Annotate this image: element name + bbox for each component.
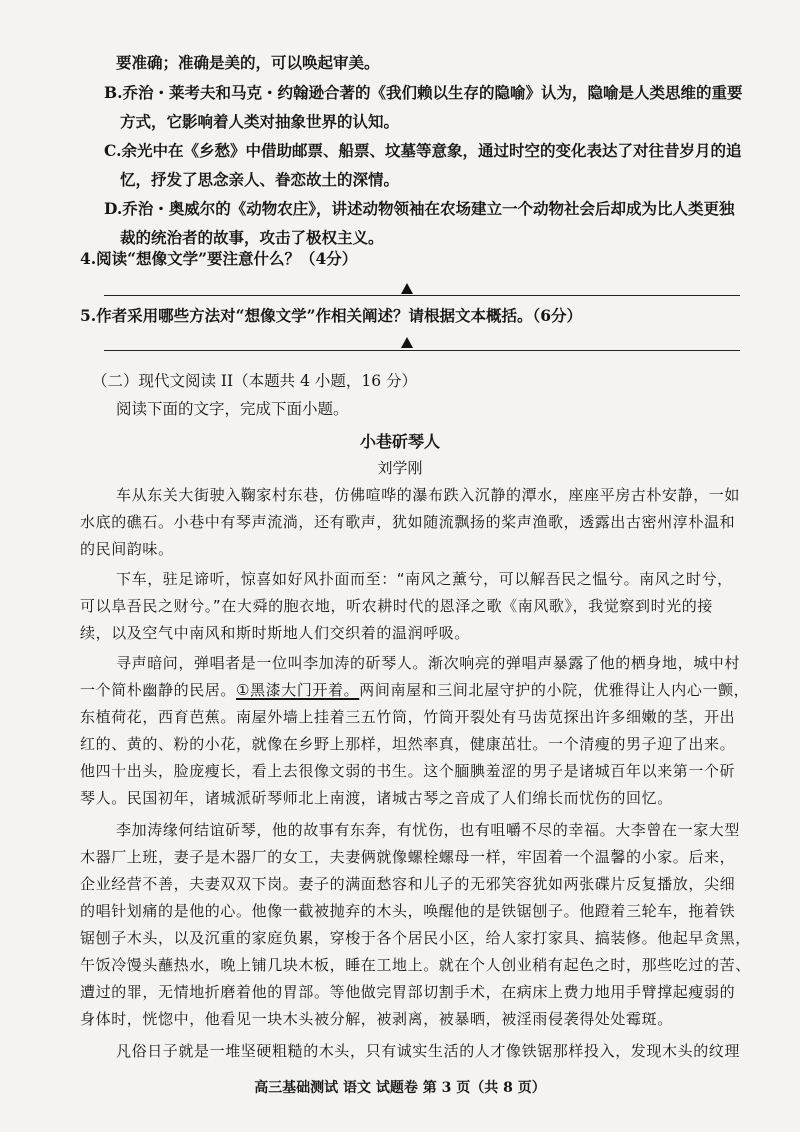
section-instruction: 阅读下面的文字，完成下面小题。 xyxy=(116,400,349,418)
answer-marker-icon xyxy=(401,337,413,348)
paragraph-line: 李加涛缘何结谊斫琴，他的故事有东奔，有忧伤，也有咀嚼不尽的幸福。大李曾在一家大型 xyxy=(116,821,741,839)
paragraph-line: 他四十出头，脸庞瘦长，看上去很像文弱的书生。这个腼腆羞涩的男子是诸城百年以来第一个斫 xyxy=(80,762,736,780)
paragraph-line xyxy=(80,679,749,701)
article-author: 刘学刚 xyxy=(377,459,423,477)
paragraph-line: 锯刨子木头，以及沉重的家庭负累，穿梭于各个居民小区，给人家打家具、搞装修。他起早贪黑， xyxy=(80,929,751,947)
answer-line xyxy=(104,295,740,296)
option-a-continuation: 要准确；准确是美的，可以唤起审美。 xyxy=(116,53,380,72)
page-footer: 高三基础测试 语文 试题卷 第 3 页（共 8 页） xyxy=(254,1080,546,1096)
question-4: 4.阅读“想像文学”要注意什么？（4分） xyxy=(80,249,358,268)
paragraph-line: 红的、黄的、粉的小花，就像在乡野上那样，坦然率真，健康茁壮。一个清瘦的男子迎了出来。 xyxy=(80,735,736,753)
paragraph-line: 续，以及空气中南风和斯时斯地人们交织着的温润呼吸。 xyxy=(80,624,471,642)
underlined-sentence-1: ①黑漆大门开着。 xyxy=(236,681,360,699)
option-b-line2: 方式，它影响着人类对抽象世界的认知。 xyxy=(120,112,400,131)
answer-marker-icon xyxy=(401,283,413,294)
paragraph-line: 遭过的罪，无情地折磨着他的胃部。等他做完胃部切割手术，在病床上费力地用手臂撑起瘦弱的 xyxy=(80,983,736,1001)
paragraph-line: 企业经营不善，夫妻双双下岗。妻子的满面愁容和儿子的无邪笑容犹如两张碟片反复播放，尖细 xyxy=(80,875,736,893)
paragraph-line: 木器厂上班，妻子是木器厂的女工，夫妻俩就像螺栓螺母一样，牢固着一个温馨的小家。后来， xyxy=(80,848,736,866)
option-d-line2: 裁的统治者的故事，攻击了极权主义。 xyxy=(120,228,384,247)
answer-line xyxy=(104,350,740,351)
paragraph-line: 凡俗日子就是一堆坚硬粗糙的木头，只有诚实生活的人才像铁锯那样投入，发现木头的纹理 xyxy=(116,1042,741,1060)
paragraph-line: 身体时，恍惚中，他看见一块木头被分解，被剥离，被暴晒，被淫雨侵袭得处处霉斑。 xyxy=(80,1010,673,1028)
paragraph-line: 的民间韵味。 xyxy=(80,540,174,558)
paragraph-line: 东植荷花，西育芭蕉。南屋外墙上挂着三五竹筒，竹筒开裂处有马齿苋探出许多细嫩的茎，开出 xyxy=(80,708,736,726)
option-c-line2: 忆，抒发了思念亲人、眷恋故土的深情。 xyxy=(120,170,400,189)
paragraph-line: 午饭冷馒头蘸热水，晚上铺几块木板，睡在工地上。就在个人创业稍有起色之时，那些吃过的苦、 xyxy=(80,956,751,974)
option-d-line1: D.乔治・奥威尔的《动物农庄》，讲述动物领袖在农场建立一个动物社会后却成为比人类更独 xyxy=(104,199,735,218)
paragraph-line: 琴人。民国初年，诸城派斫琴师北上南渡，诸城古琴之音成了人们绵长而忧伤的回忆。 xyxy=(80,789,673,807)
option-b-line1: B.乔治・莱考夫和马克・约翰逊合著的《我们赖以生存的隐喻》认为，隐喻是人类思维的重要 xyxy=(104,83,743,102)
paragraph-line: 寻声暗问，弹唱者是一位叫李加涛的斫琴人。渐次响亮的弹唱声暴露了他的栖身地，城中村 xyxy=(116,654,741,672)
section-header: （二）现代文阅读 II（本题共 4 小题，16 分） xyxy=(92,372,418,390)
paragraph-text: 一个简朴幽静的民居。 xyxy=(80,681,237,699)
article-title: 小巷斫琴人 xyxy=(359,432,440,451)
paragraph-line: 水底的礁石。小巷中有琴声流淌，还有歌声，犹如随流飘扬的桨声渔歌，透露出古密州淳朴温和 xyxy=(80,513,736,531)
question-5: 5.作者采用哪些方法对“想像文学”作相关阐述？请根据文本概括。（6分） xyxy=(80,306,583,325)
paragraph-line: 车从东关大街驶入鞠家村东巷，仿佛喧哗的瀑布跌入沉静的潭水，座座平房古朴安静，一如 xyxy=(116,486,741,504)
paragraph-text: 两间南屋和三间北屋守护的小院，优雅得让人内心一颤， xyxy=(359,681,750,699)
option-c-line1: C.余光中在《乡愁》中借助邮票、船票、坟墓等意象，通过时空的变化表达了对往昔岁月的追 xyxy=(104,141,742,160)
paragraph-line: 可以阜吾民之财兮。”在大舜的胞衣地，听农耕时代的恩泽之歌《南风歌》，我觉察到时光的接 xyxy=(80,597,713,615)
paragraph-line: 的唱针划痛的是他的心。他像一截被抛弃的木头，唤醒他的是铁锯刨子。他蹬着三轮车，拖着铁 xyxy=(80,902,736,920)
paragraph-line: 下车，驻足谛听，惊喜如好风扑面而至：“南风之薰兮，可以解吾民之愠兮。南风之时兮， xyxy=(116,570,733,588)
